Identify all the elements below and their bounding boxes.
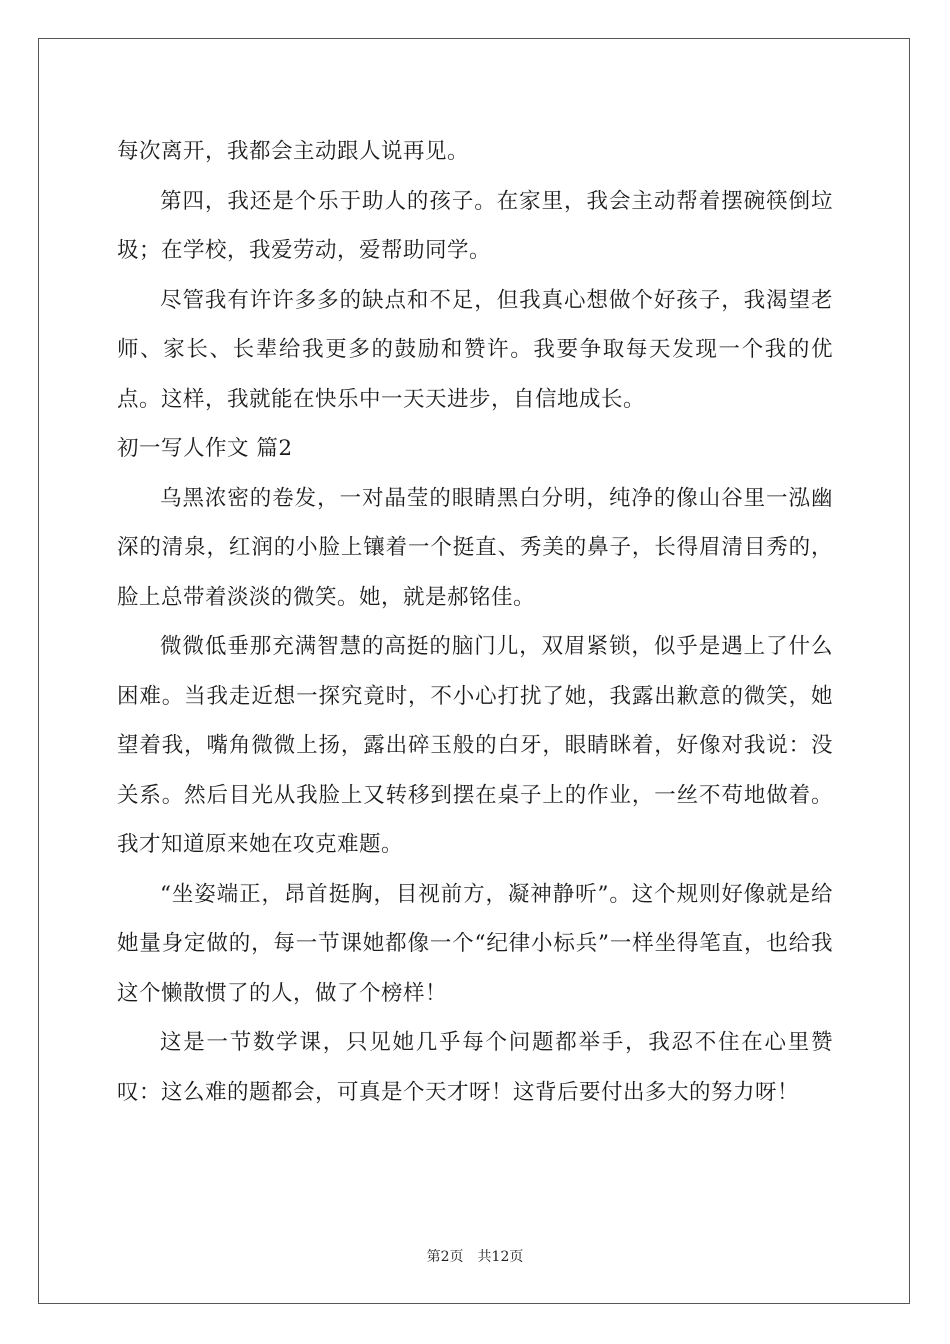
paragraph: 第四，我还是个乐于助人的孩子。在家里，我会主动帮着摆碗筷倒垃圾；在学校，我爱劳动，爱帮助同学。 — [117, 188, 833, 263]
document-body — [117, 127, 833, 1117]
paragraph: 乌黑浓密的卷发，一对晶莹的眼睛黑白分明，纯净的像山谷里一泓幽深的清泉，红润的小脸上镶着一个挺直、秀美的鼻子，长得眉清目秀的，脸上总带着淡淡的微笑。她，就是郝铭佳。 — [117, 485, 833, 610]
paragraph: 微微低垂那充满智慧的高挺的脑门儿，双眉紧锁，似乎是遇上了什么困难。当我走近想一探究竟时，不小心打扰了她，我露出歉意的微笑，她望着我，嘴角微微上扬，露出碎玉般的白牙，眼睛眯着，好像对我说：没关系。然后目光从我脸上又转移到摆在桌子上的作业，一丝不苟地做着。我才知道原来她在攻克难题。 — [117, 634, 833, 857]
page-number: 第2页 — [426, 1249, 464, 1265]
paragraph: 尽管我有许许多多的缺点和不足，但我真心想做个好孩子，我渴望老师、家长、长辈给我更多的鼓励和赞许。我要争取每天发现一个我的优点。这样，我就能在快乐中一天天进步，自信地成长。 — [117, 287, 833, 412]
page-total: 共12页 — [477, 1249, 524, 1265]
paragraph: “坐姿端正，昂首挺胸，目视前方，凝神静听”。这个规则好像就是给她量身定做的，每一节课她都像一个“纪律小标兵”一样坐得笔直，也给我这个懒散惯了的人，做了个榜样！ — [117, 881, 833, 1006]
section-heading: 初一写人作文 篇2 — [117, 436, 293, 461]
page-footer — [0, 1246, 950, 1266]
paragraph: 每次离开，我都会主动跟人说再见。 — [117, 139, 470, 164]
paragraph: 这是一节数学课，只见她几乎每个问题都举手，我忍不住在心里赞叹：这么难的题都会，可真是个天才呀！这背后要付出多大的努力呀！ — [117, 1030, 833, 1105]
